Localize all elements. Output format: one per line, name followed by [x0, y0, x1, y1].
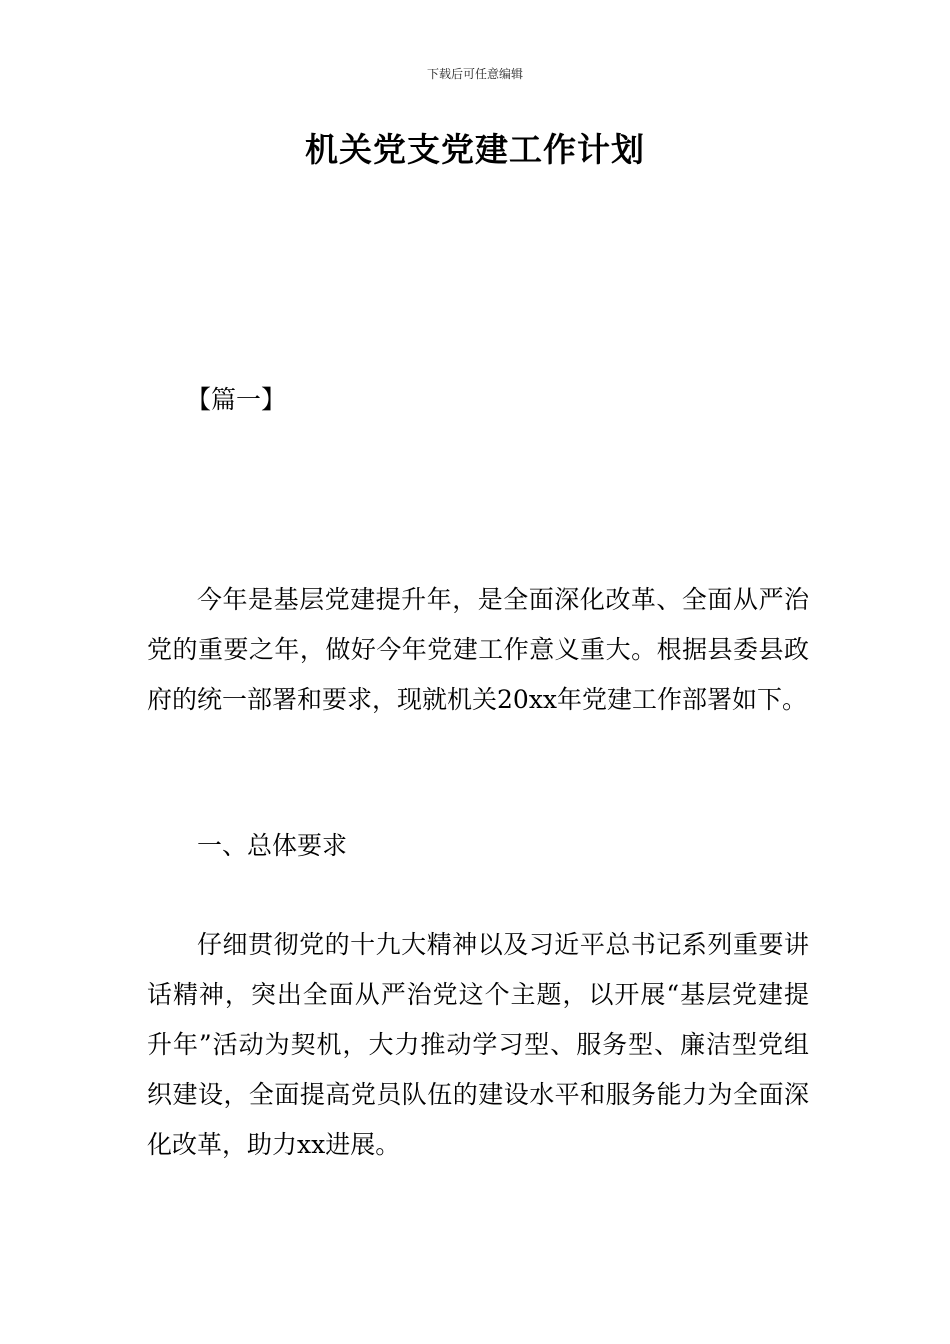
section-heading-overall-requirements: 一、总体要求	[197, 831, 348, 860]
requirements-paragraph: 仔细贯彻党的十九大精神以及习近平总书记系列重要讲话精神，突出全面从严治党这个主题，以开展“基层党建提升年”活动为契机，大力推动学习型、服务型、廉洁型党组织建设，全面提高党员队伍的建设水平和服务能力为全面深化改革，助力xx进展。	[147, 930, 809, 1159]
section-tag: 【篇一】	[186, 385, 287, 414]
header-note: 下载后可任意编辑	[426, 67, 523, 81]
document-title: 机关党支党建工作计划	[305, 130, 645, 169]
intro-paragraph: 今年是基层党建提升年，是全面深化改革、全面从严治党的重要之年，做好今年党建工作意义重大。根据县委县政府的统一部署和要求，现就机关20xx年党建工作部署如下。	[147, 585, 809, 714]
